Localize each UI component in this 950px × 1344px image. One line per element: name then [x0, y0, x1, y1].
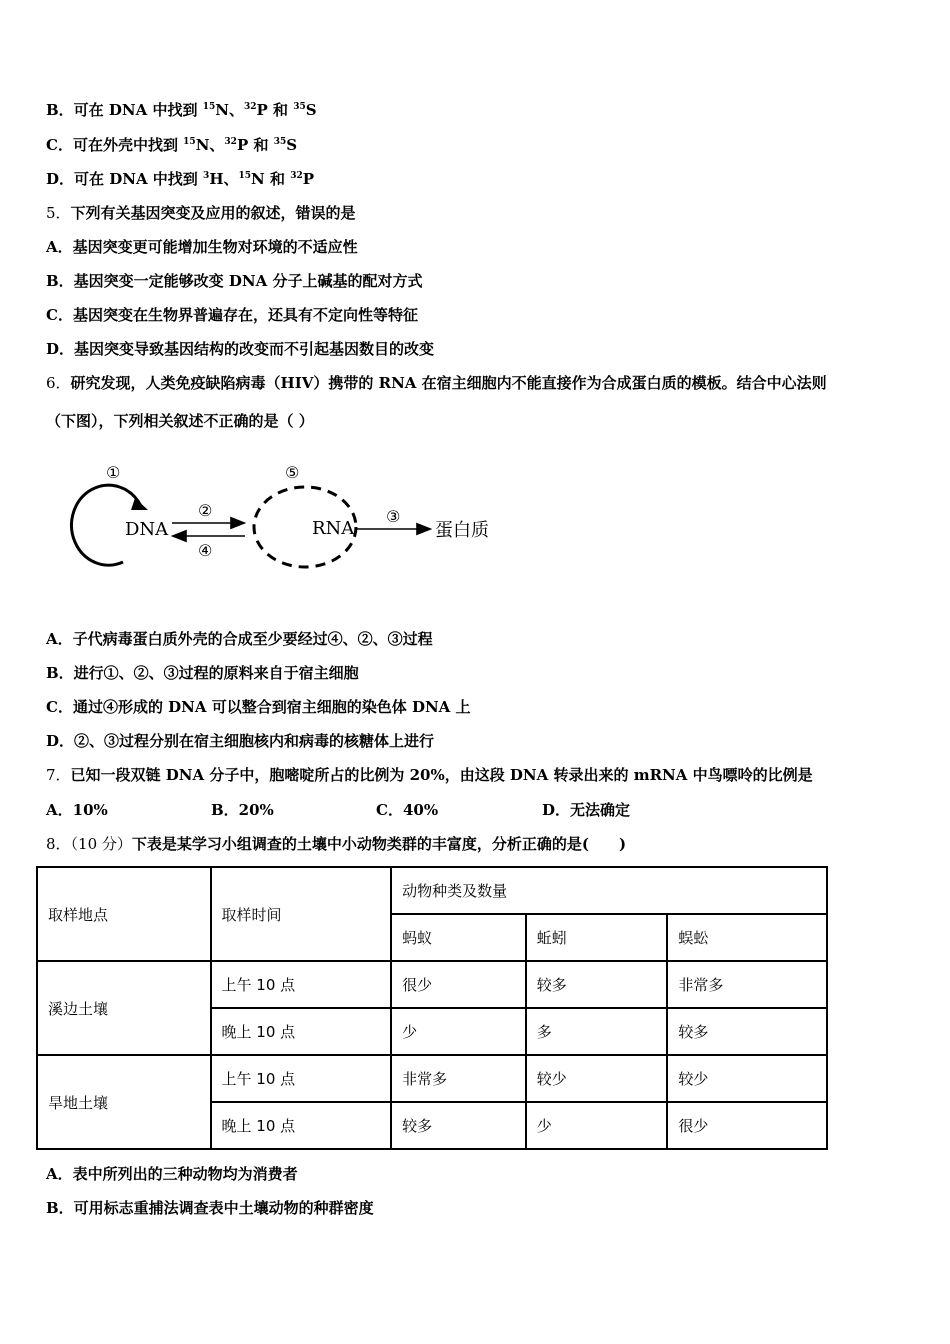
- header-centipede: 蜈蚣: [667, 914, 827, 961]
- header-time: 取样时间: [211, 867, 392, 961]
- place-cell: 溪边土壤: [37, 961, 211, 1055]
- time-cell: 晚上 10 点: [211, 1102, 392, 1149]
- q8-option-b: B．可用标志重捕法调查表中土壤动物的种群密度: [46, 1199, 374, 1217]
- dna-label: DNA: [125, 519, 169, 540]
- earthworm-cell: 较少: [526, 1055, 668, 1102]
- centipede-cell: 很少: [667, 1102, 827, 1149]
- q6-stem-line2: （下图），下列相关叙述不正确的是（ ）: [46, 412, 314, 430]
- q7-stem: 7．已知一段双链 DNA 分子中，胞嘧啶所占的比例为 20%，由这段 DNA 转录出来的 mRNA 中鸟嘌呤的比例是: [46, 766, 813, 784]
- protein-label: 蛋白质: [435, 520, 489, 541]
- step-3-label: ③: [386, 507, 401, 526]
- q6-stem-line1: 6．研究发现，人类免疫缺陷病毒（HIV）携带的 RNA 在宿主细胞内不能直接作为合成蛋白质的模板。结合中心法则: [46, 374, 827, 392]
- q5-stem: 5．下列有关基因突变及应用的叙述，错误的是: [46, 204, 356, 222]
- q5-option-d: D．基因突变导致基因结构的改变而不引起基因数目的改变: [46, 340, 435, 358]
- q5-option-c: C．基因突变在生物界普遍存在，还具有不定向性等特征: [46, 306, 418, 324]
- header-species: 动物种类及数量: [391, 867, 827, 914]
- table-header-row: [37, 867, 827, 914]
- q5-option-b: B．基因突变一定能够改变 DNA 分子上碱基的配对方式: [46, 272, 423, 290]
- q7-options: [46, 800, 686, 820]
- step-5-label: ⑤: [285, 463, 300, 482]
- step-4-label: ④: [198, 541, 213, 560]
- q7-option-d: D．无法确定: [542, 801, 631, 819]
- centipede-cell: 较多: [667, 1008, 827, 1055]
- ant-cell: 非常多: [391, 1055, 526, 1102]
- rna-label: RNA: [312, 518, 355, 539]
- earthworm-cell: 多: [526, 1008, 668, 1055]
- ant-cell: 较多: [391, 1102, 526, 1149]
- table-row: [37, 961, 827, 1008]
- ant-cell: 少: [391, 1008, 526, 1055]
- place-cell: 旱地土壤: [37, 1055, 211, 1149]
- ant-cell: 很少: [391, 961, 526, 1008]
- replication-arrowhead: [131, 498, 148, 510]
- q4-option-b: B．可在 DNA 中找到 $^{15}$N、$^{32}$P 和 $^{35}$S: [46, 101, 317, 119]
- earthworm-cell: 较多: [526, 961, 668, 1008]
- centipede-cell: 非常多: [667, 961, 827, 1008]
- header-ant: 蚂蚁: [391, 914, 526, 961]
- q6-option-a: A．子代病毒蛋白质外壳的合成至少要经过④、②、③过程: [46, 630, 433, 648]
- q8-stem: 8．（10 分）下表是某学习小组调查的土壤中小动物类群的丰富度，分析正确的是( ): [46, 835, 627, 853]
- q7-option-c: C．40%: [376, 801, 439, 819]
- q4-option-d: D．可在 DNA 中找到 $^3$H、$^{15}$N 和 $^{32}$P: [46, 170, 314, 188]
- earthworm-cell: 少: [526, 1102, 668, 1149]
- q6-option-b: B．进行①、②、③过程的原料来自于宿主细胞: [46, 664, 359, 682]
- q5-option-a: A．基因突变更可能增加生物对环境的不适应性: [46, 238, 358, 256]
- time-cell: 上午 10 点: [211, 961, 392, 1008]
- centipede-cell: 较少: [667, 1055, 827, 1102]
- q6-option-d: D．②、③过程分别在宿主细胞核内和病毒的核糖体上进行: [46, 732, 435, 750]
- header-earthworm: 蚯蚓: [526, 914, 668, 961]
- time-cell: 晚上 10 点: [211, 1008, 392, 1055]
- step-2-label: ②: [198, 501, 213, 520]
- header-place: 取样地点: [37, 867, 211, 961]
- q8-option-a: A．表中所列出的三种动物均为消费者: [46, 1165, 298, 1183]
- q6-option-c: C．通过④形成的 DNA 可以整合到宿主细胞的染色体 DNA 上: [46, 698, 471, 716]
- central-dogma-diagram: [55, 450, 515, 580]
- time-cell: 上午 10 点: [211, 1055, 392, 1102]
- q4-option-c: C．可在外壳中找到 $^{15}$N、$^{32}$P 和 $^{35}$S: [46, 136, 298, 154]
- soil-animal-table: [36, 866, 828, 1150]
- q7-option-b: B．20%: [211, 801, 274, 819]
- step-1-label: ①: [106, 463, 121, 482]
- table-row: [37, 1055, 827, 1102]
- q7-option-a: A．10%: [46, 801, 108, 819]
